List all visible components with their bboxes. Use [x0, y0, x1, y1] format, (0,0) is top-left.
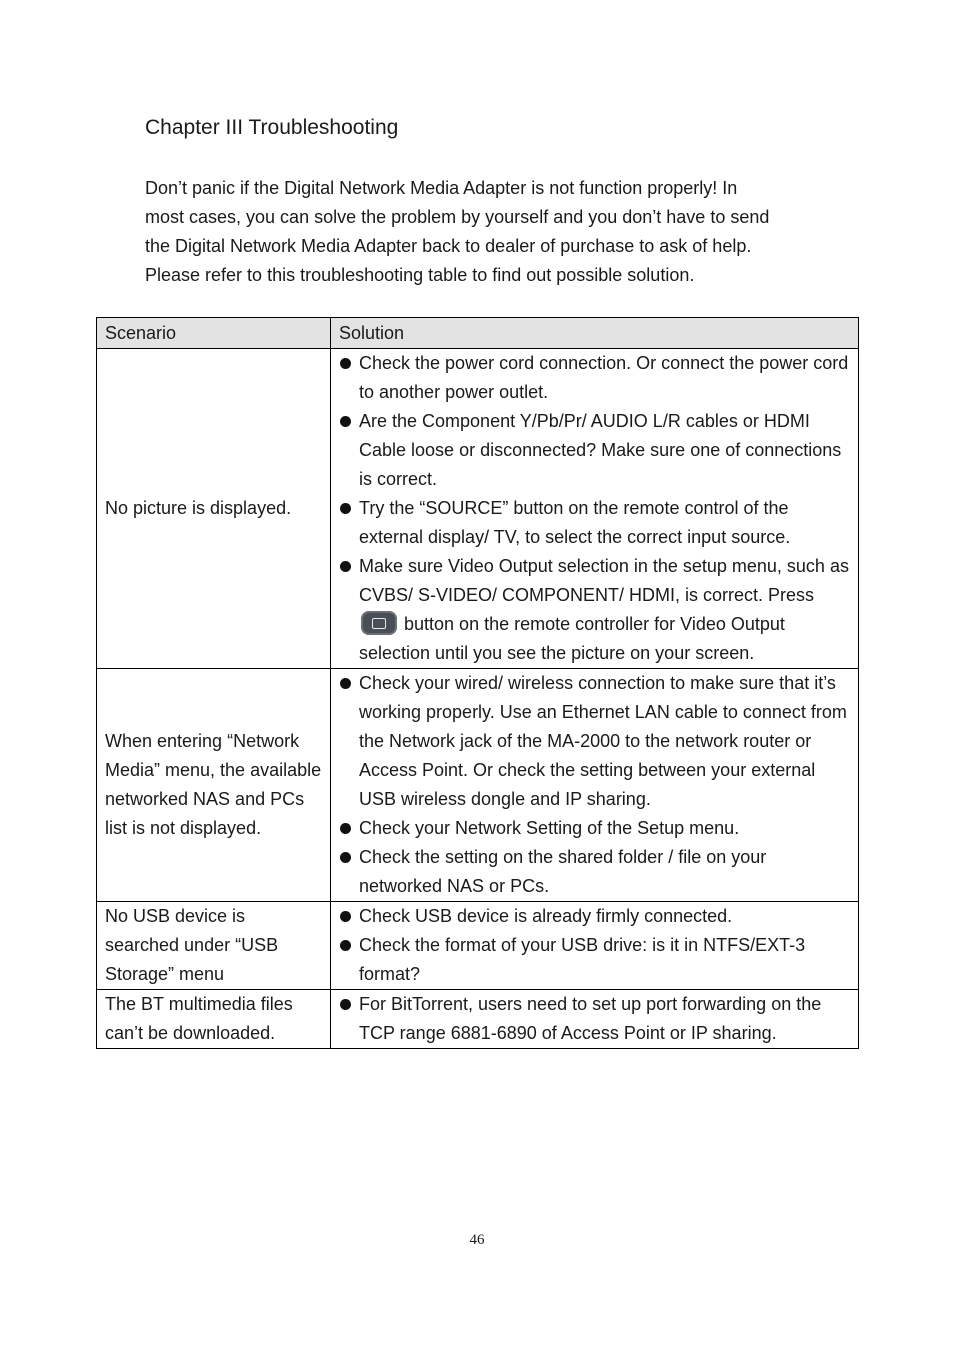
solution-item: Check the power cord connection. Or connect the power cord to another power outlet. [339, 349, 852, 407]
solution-item: Check your wired/ wireless connection to make sure that it’s working properly. Use an Ethernet LAN cable to connect from the Network jack of the MA-2000 to the network router or Access Point. Or check the setting between your external USB wireless dongle and IP sharing. [339, 669, 852, 814]
solution-cell [331, 902, 859, 990]
table-header-row [97, 318, 859, 349]
solution-item: For BitTorrent, users need to set up port forwarding on the TCP range 6881-6890 of Access Point or IP sharing. [339, 990, 852, 1048]
intro-line: Please refer to this troubleshooting table to find out possible solution. [145, 265, 695, 285]
solution-item: Check the setting on the shared folder / file on your networked NAS or PCs. [339, 843, 852, 901]
solution-text: button on the remote controller for Video Output selection until you see the picture on your screen. [359, 614, 785, 663]
page-number: 46 [469, 1232, 485, 1248]
solution-item: Check your Network Setting of the Setup menu. [339, 814, 852, 843]
table-row [97, 669, 859, 902]
solution-list [339, 990, 852, 1048]
table-row [97, 902, 859, 990]
intro-line: Don’t panic if the Digital Network Media Adapter is not function properly! In [145, 178, 738, 198]
intro-line: most cases, you can solve the problem by yourself and you don’t have to send [145, 207, 770, 227]
solution-list [339, 902, 852, 989]
scenario-cell: The BT multimedia files can’t be downloaded. [97, 990, 331, 1049]
scenario-cell: When entering “Network Media” menu, the available networked NAS and PCs list is not displayed. [97, 669, 331, 902]
solution-item: Check the format of your USB drive: is it in NTFS/EXT-3 format? [339, 931, 852, 989]
solution-text: Make sure Video Output selection in the setup menu, such as CVBS/ S-VIDEO/ COMPONENT/ HDMI, is correct. Press [359, 556, 849, 605]
solution-list [339, 669, 852, 901]
intro-line: the Digital Network Media Adapter back to dealer of purchase to ask of help. [145, 236, 752, 256]
intro-paragraph [145, 174, 835, 290]
scenario-cell: No USB device is searched under “USB Storage” menu [97, 902, 331, 990]
troubleshooting-table [96, 317, 859, 1049]
solution-cell [331, 669, 859, 902]
table-row [97, 990, 859, 1049]
solution-item: Are the Component Y/Pb/Pr/ AUDIO L/R cables or HDMI Cable loose or disconnected? Make sure one of connections is correct. [339, 407, 852, 494]
header-scenario: Scenario [97, 318, 331, 349]
table-row [97, 349, 859, 669]
chapter-title: Chapter III Troubleshooting [145, 116, 399, 139]
solution-cell [331, 990, 859, 1049]
header-solution: Solution [331, 318, 859, 349]
scenario-cell: No picture is displayed. [97, 349, 331, 669]
video-output-button-icon [361, 611, 397, 635]
solution-cell [331, 349, 859, 669]
solution-item [339, 552, 852, 668]
solution-item: Try the “SOURCE” button on the remote control of the external display/ TV, to select the correct input source. [339, 494, 852, 552]
solution-item: Check USB device is already firmly connected. [339, 902, 852, 931]
solution-list [339, 349, 852, 668]
